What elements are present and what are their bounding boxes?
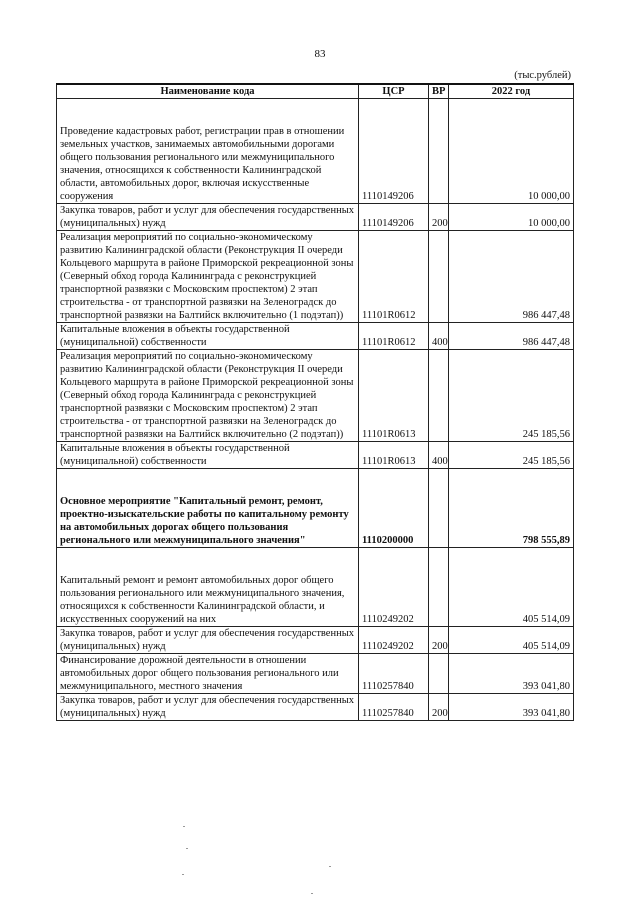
sum-cell: 10 000,00 — [449, 99, 574, 204]
name-cell: Реализация мероприятий по социально-экономическому развитию Калининградской области (Реконструкция II очереди Кольцевого маршрута в районе Приморской рекреационной зоны (Северный обход города Калининграда с реконструкцией транспортной развязки с Московским проспектом) 2 этап строительства - от транспортной развязки на Зеленоградск до транспортной развязки на Балтийск включительно (1 подэтап)) — [57, 231, 359, 323]
page-number: 83 — [314, 48, 326, 60]
vr-cell: 400 — [429, 442, 449, 469]
sum-cell: 245 185,56 — [449, 442, 574, 469]
header-code: ЦСР — [359, 84, 429, 99]
vr-cell — [429, 231, 449, 323]
code-cell: 1110149206 — [359, 204, 429, 231]
sum-cell: 405 514,09 — [449, 548, 574, 627]
scan-artifact — [182, 874, 184, 875]
sum-cell: 245 185,56 — [449, 350, 574, 442]
scan-artifact — [183, 826, 185, 827]
code-cell: 1110149206 — [359, 99, 429, 204]
code-cell: 1110249202 — [359, 627, 429, 654]
code-cell: 1110257840 — [359, 654, 429, 694]
vr-cell: 200 — [429, 204, 449, 231]
sum-cell: 10 000,00 — [449, 204, 574, 231]
sum-cell: 798 555,89 — [449, 469, 574, 548]
name-cell: Закупка товаров, работ и услуг для обеспечения государственных (муниципальных) нужд — [57, 204, 359, 231]
code-cell: 11101R0612 — [359, 323, 429, 350]
table-row — [57, 548, 574, 627]
vr-cell — [429, 99, 449, 204]
sum-cell: 986 447,48 — [449, 231, 574, 323]
budget-table — [56, 83, 574, 721]
code-cell: 11101R0613 — [359, 442, 429, 469]
table-header-row — [57, 84, 574, 99]
header-name: Наименование кода — [57, 84, 359, 99]
table-body — [57, 99, 574, 721]
name-cell: Закупка товаров, работ и услуг для обеспечения государственных (муниципальных) нужд — [57, 694, 359, 721]
scan-artifact — [186, 848, 188, 849]
sum-cell: 393 041,80 — [449, 654, 574, 694]
name-cell: Капитальные вложения в объекты государственной (муниципальной) собственности — [57, 323, 359, 350]
code-cell: 1110257840 — [359, 694, 429, 721]
table-row — [57, 694, 574, 721]
vr-cell — [429, 548, 449, 627]
vr-cell: 400 — [429, 323, 449, 350]
name-cell: Реализация мероприятий по социально-экономическому развитию Калининградской области (Реконструкция II очереди Кольцевого маршрута в районе Приморской рекреационной зоны (Северный обход города Калининграда с реконструкцией транспортной развязки с Московским проспектом) 2 этап строительства - от транспортной развязки на Зеленоградск до транспортной развязки на Балтийск включительно (2 подэтап)) — [57, 350, 359, 442]
table-row — [57, 627, 574, 654]
name-cell: Капитальный ремонт и ремонт автомобильных дорог общего пользования регионального или межмуниципального значения, относящихся к собственности Калининградской области, и искусственных сооружений на них — [57, 548, 359, 627]
header-sum: 2022 год — [449, 84, 574, 99]
units-label: (тыс.рублей) — [514, 70, 571, 81]
code-cell: 1110200000 — [359, 469, 429, 548]
table-row — [57, 231, 574, 323]
code-cell: 1110249202 — [359, 548, 429, 627]
name-cell: Капитальные вложения в объекты государственной (муниципальной) собственности — [57, 442, 359, 469]
table-row — [57, 469, 574, 548]
vr-cell: 200 — [429, 627, 449, 654]
scan-artifact — [329, 866, 331, 867]
vr-cell — [429, 469, 449, 548]
table-row — [57, 99, 574, 204]
scan-artifact — [311, 893, 313, 894]
code-cell: 11101R0612 — [359, 231, 429, 323]
table-row — [57, 654, 574, 694]
sum-cell: 393 041,80 — [449, 694, 574, 721]
name-cell: Основное мероприятие "Капитальный ремонт, ремонт, проектно-изыскательские работы по капитальному ремонту на автомобильных дорогах общего пользования регионального или межмуниципального значения" — [57, 469, 359, 548]
header-vr: ВР — [429, 84, 449, 99]
name-cell: Проведение кадастровых работ, регистрации прав в отношении земельных участков, занимаемых автомобильными дорогами общего пользования регионального или межмуниципального значения, относящихся к собственности Калининградской области, автомобильных дорог, включая искусственные сооружения — [57, 99, 359, 204]
table-row — [57, 442, 574, 469]
vr-cell: 200 — [429, 694, 449, 721]
code-cell: 11101R0613 — [359, 350, 429, 442]
name-cell: Закупка товаров, работ и услуг для обеспечения государственных (муниципальных) нужд — [57, 627, 359, 654]
table-row — [57, 204, 574, 231]
table-row — [57, 350, 574, 442]
vr-cell — [429, 350, 449, 442]
vr-cell — [429, 654, 449, 694]
table-row — [57, 323, 574, 350]
name-cell: Финансирование дорожной деятельности в отношении автомобильных дорог общего пользования регионального или межмуниципального, местного значения — [57, 654, 359, 694]
sum-cell: 986 447,48 — [449, 323, 574, 350]
sum-cell: 405 514,09 — [449, 627, 574, 654]
